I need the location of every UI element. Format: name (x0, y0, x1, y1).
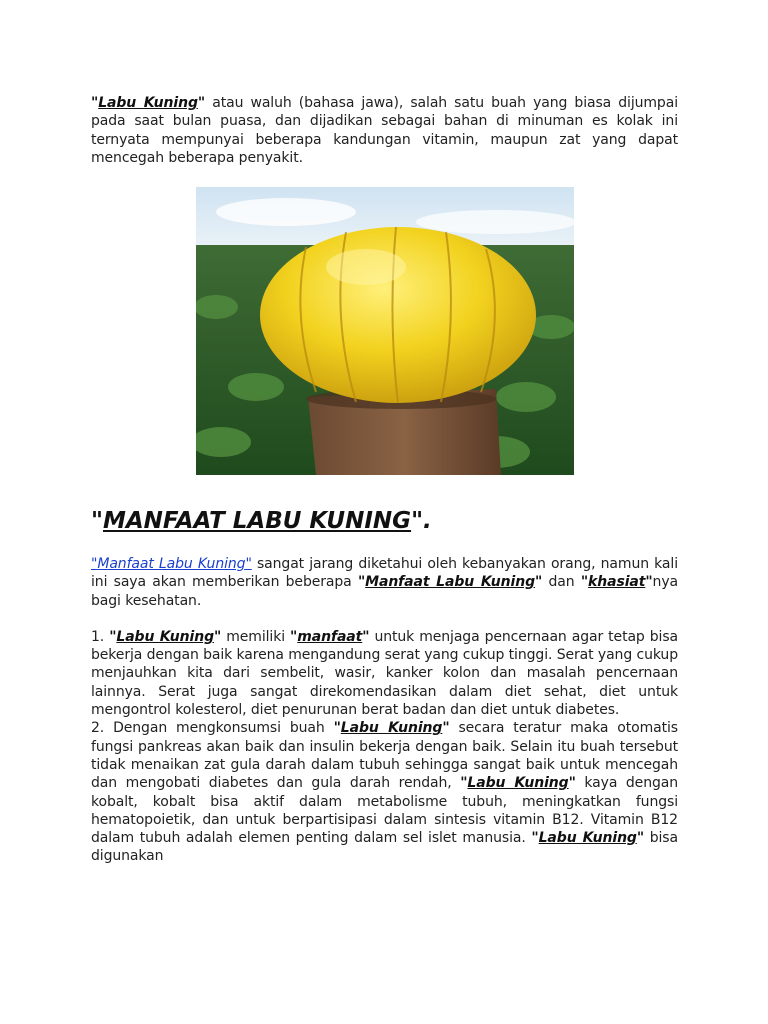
keyword: "Labu Kuning" (531, 830, 645, 847)
manfaat-link[interactable]: "Manfaat Labu Kuning" (91, 556, 252, 572)
document-page (91, 94, 679, 865)
keyword: "Labu Kuning" (333, 720, 450, 737)
section-heading: "MANFAAT LABU KUNING". (91, 508, 432, 534)
benefit-item-1: 1. "Labu Kuning" memiliki "manfaat" untuk menjaga pencernaan agar tetap bisa bekerja dengan baik karena mengandung serat yang cukup tinggi. Serat yang cukup menjauhkan kita dari sembelit, wasir, kanker kolon dan masalah pencernaan lainnya. Serat juga sangat direkomendasikan dalam diet sehat, diet untuk mengontrol kolesterol, diet penurunan berat badan dan diet untuk diabetes. (91, 628, 678, 719)
keyword: "Manfaat Labu Kuning" (357, 574, 543, 591)
keyword: "Labu Kuning" (109, 628, 222, 645)
benefit-item-2: 2. Dengan mengkonsumsi buah "Labu Kuning" secara teratur maka otomatis fungsi pankreas akan baik dan insulin bekerja dengan baik. Selain itu buah tersebut tidak menaikan zat gula darah dalam tubuh sehingga sangat baik untuk mencegah dan mengobati diabetes dan gula darah rendah, "Labu Kuning" kaya dengan kobalt, kobalt bisa aktif dalam metabolisme tubuh, meningkatkan fungsi hematopoietik, dan untuk berpartisipasi dalam sintesis vitamin B12. Vitamin B12 dalam tubuh adalah elemen penting dalam sel islet manusia. "Labu Kuning" bisa digunakan (91, 720, 679, 865)
intro-paragraph: "Labu Kuning" atau waluh (bahasa jawa), salah satu buah yang biasa dijumpai pada saat bulan puasa, dan dijadikan sebagai bahan di minuman es kolak ini ternyata mempunyai beberapa kandungan vitamin, maupun zat yang dapat mencegah beberapa penyakit. (91, 95, 678, 166)
manfaat-intro-paragraph: "Manfaat Labu Kuning" sangat jarang diketahui oleh kebanyakan orang, namun kali ini saya akan memberikan beberapa "Manfaat Labu Kuning" dan "khasiat"nya bagi kesehatan. (91, 556, 678, 609)
article-body (91, 555, 678, 866)
keyword: "khasiat" (580, 574, 653, 591)
pumpkin-photo (196, 187, 574, 475)
keyword: "manfaat" (290, 628, 370, 645)
keyword: "Labu Kuning" (91, 95, 206, 111)
keyword: "Labu Kuning" (460, 775, 576, 792)
